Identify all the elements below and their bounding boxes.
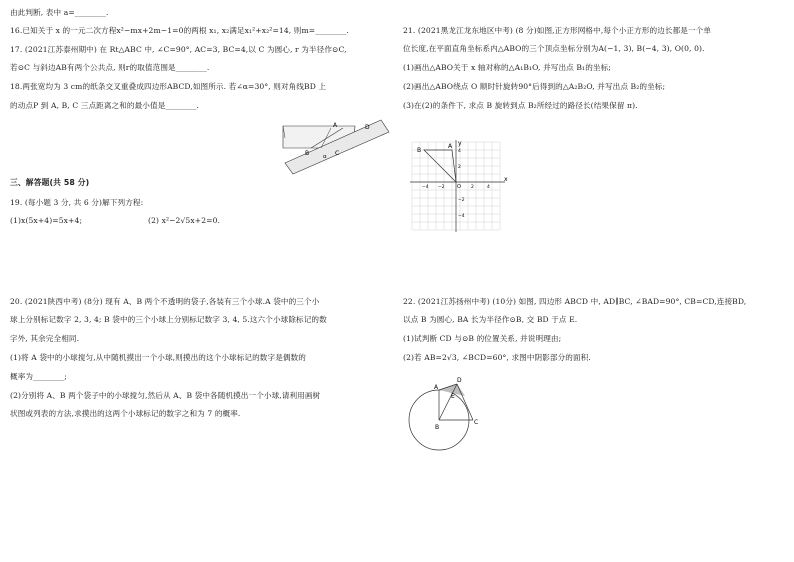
grid-xtick-4: 4 <box>487 185 490 190</box>
q21-line2: 位长度,在平面直角坐标系内△ABO的三个顶点坐标分别为A(−1, 3), B(−4, 3), O(0, 0). <box>403 44 705 53</box>
q22-label-a: A <box>434 384 439 391</box>
section3-heading: 三、解答题(共 58 分) <box>10 178 90 187</box>
q21-coordinate-grid <box>408 140 508 232</box>
fig18-label-alpha: α <box>323 154 327 160</box>
q21-line4: (2)画出△ABO绕点 O 顺时针旋转90°后得到的△A₂B₂O, 并写出点 B₂的坐标; <box>403 82 666 91</box>
grid-xtick-neg4: −4 <box>422 185 429 190</box>
grid-ytick-neg2: −2 <box>458 198 465 203</box>
q19-part2: (2) x²−2√5x+2=0. <box>148 216 221 225</box>
q18-strips-figure <box>283 118 393 178</box>
fig18-label-a: A <box>333 122 338 129</box>
q22-label-d: D <box>457 377 462 384</box>
q22-label-e: E <box>451 393 455 400</box>
q22-line4: (2)若 AB=2√3, ∠BCD=60°, 求图中阴影部分的面积. <box>403 353 591 362</box>
fig18-label-d: D <box>365 124 370 131</box>
q22-label-c: C <box>474 419 479 426</box>
q19-part1: (1)x(5x+4)=5x+4; <box>10 216 83 225</box>
q20-line6: (2)分别将 A、B 两个袋子中的小球搅匀,然后从 A、B 袋中各随机摸出一个小球,请利用画树 <box>10 391 321 400</box>
grid-label-x: x <box>504 176 508 183</box>
q20-line3: 字外, 其余完全相同. <box>10 334 80 343</box>
q22-line3: (1)试判断 CD 与⊙B 的位置关系, 并说明理由; <box>403 334 562 343</box>
q22-label-b: B <box>435 424 440 431</box>
grid-ytick-2: 2 <box>458 165 461 170</box>
fig18-label-b: B <box>305 150 310 157</box>
q18-text-line1: 18.两张宽均为 3 cm的纸条交叉重叠成四边形ABCD,如图所示. 若∠α=30°, 则对角线BD 上 <box>10 82 327 91</box>
q22-line2: 以点 B 为圆心, BA 长为半径作⊙B, 交 BD 于点 E. <box>403 315 578 324</box>
q17-text-line2: 若⊙C 与斜边AB有两个公共点, 则r的取值范围是________. <box>10 63 210 72</box>
grid-label-a: A <box>448 143 453 150</box>
grid-xtick-2: 2 <box>471 185 474 190</box>
grid-label-b: B <box>417 147 422 154</box>
q20-line2: 球上分别标记数字 2, 3, 4; B 袋中的三个小球上分别标记数字 3, 4, 5.这六个小球除标记的数 <box>10 315 327 324</box>
q21-line5: (3)在(2)的条件下, 求点 B 旋转到点 B₂所经过的路径长(结果保留 π). <box>403 101 638 110</box>
grid-label-o: O <box>457 184 461 190</box>
q22-line1: 22. (2021江苏扬州中考) (10分) 如图, 四边形 ABCD 中, AD∥BC, ∠BAD=90°, CB=CD,连接BD, <box>403 297 747 306</box>
q16-text: 16.已知关于 x 的一元二次方程x²−mx+2m−1=0的两根 x₁, x₂满足x₁²+x₂²=14, 则m=________. <box>10 26 349 35</box>
q21-line3: (1)画出△ABO关于 x 轴对称的△A₁B₁O, 并写出点 B₁的坐标; <box>403 63 611 72</box>
q21-line1: 21. (2021黑龙江龙东地区中考) (8 分)如图,正方形网格中,每个小正方形的边长都是一个单 <box>403 26 712 35</box>
grid-ytick-4: 4 <box>458 149 461 154</box>
q15-answer-line: 由此判断, 表中 a=________. <box>10 8 109 17</box>
q20-line5: 概率为________; <box>10 372 67 381</box>
q18-text-line2: 的动点P 到 A, B, C 三点距离之和的最小值是________. <box>10 101 200 110</box>
q20-line7: 状图或列表的方法,求摸出的这两个小球标记的数字之和为 7 的概率. <box>10 409 241 418</box>
grid-label-y: y <box>458 140 462 147</box>
grid-xtick-neg2: −2 <box>438 185 445 190</box>
q17-text-line1: 17. (2021江苏泰州期中) 在 Rt△ABC 中, ∠C=90°, AC=3, BC=4,以 C 为圆心, r 为半径作⊙C, <box>10 45 347 54</box>
q20-line1: 20. (2021陕西中考) (8分) 现有 A、B 两个不透明的袋子,各装有三个小球.A 袋中的三个小 <box>10 297 320 306</box>
fig18-label-c: C <box>335 150 340 157</box>
q22-circle-figure <box>405 366 495 452</box>
q19-text: 19. (每小题 3 分, 共 6 分)解下列方程: <box>10 198 144 207</box>
q20-line4: (1)将 A 袋中的小球搅匀,从中随机摸出一个小球,则摸出的这个小球标记的数字是偶数的 <box>10 353 306 362</box>
grid-ytick-neg4: −4 <box>458 214 465 219</box>
